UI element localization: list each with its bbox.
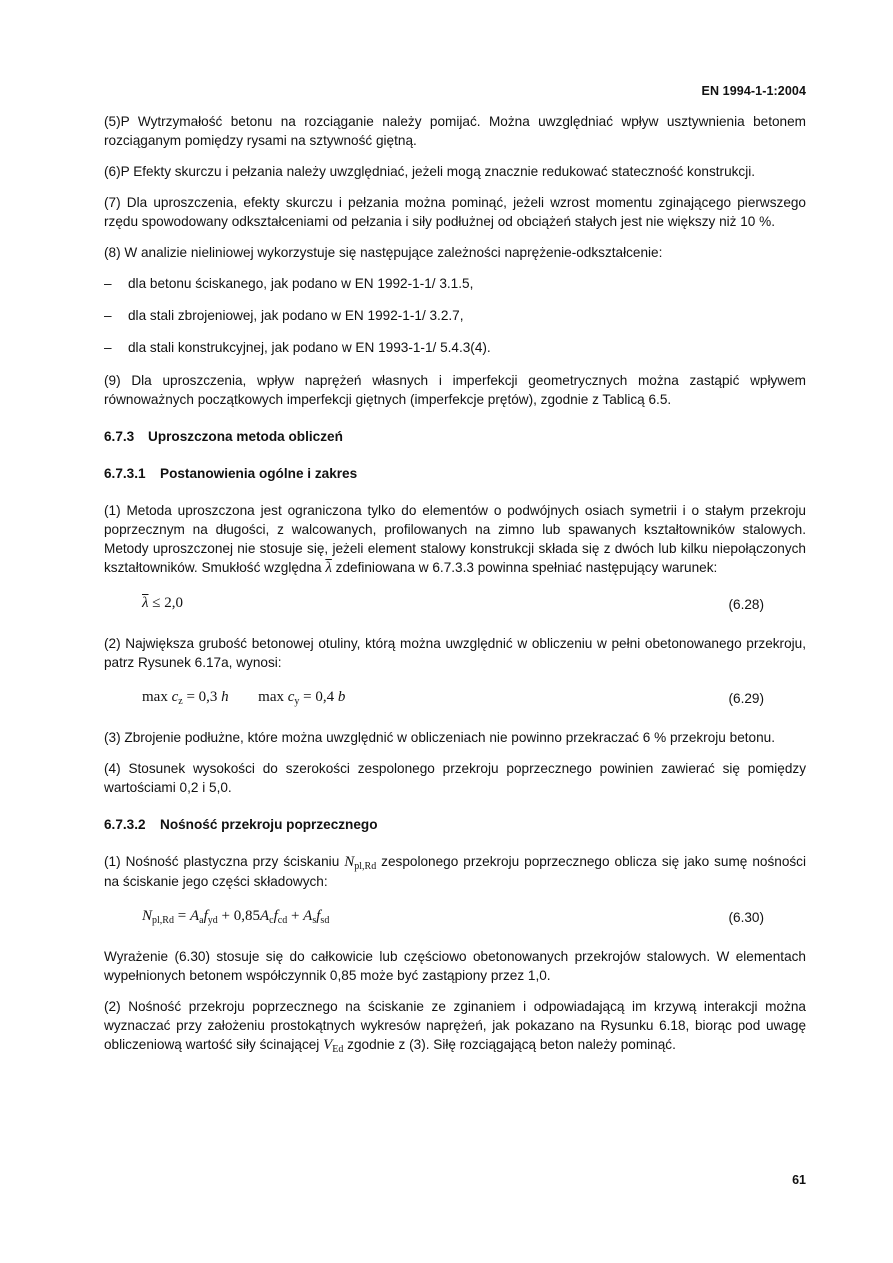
list-item-text: dla stali zbrojeniowej, jak podano w EN 1992-1-1/ 3.2.7,	[128, 308, 464, 323]
formula-text: ≤ 2,0	[148, 595, 183, 611]
subscript: yd	[207, 915, 218, 926]
section-number: 6.7.3.2	[104, 817, 146, 832]
variable: h	[221, 689, 229, 705]
stress-strain-list	[104, 274, 806, 357]
variable: N	[142, 908, 153, 924]
list-item	[104, 274, 806, 293]
subscript: y	[294, 696, 300, 707]
list-dash: –	[104, 308, 112, 323]
equation-6-30	[104, 907, 806, 929]
variable: A	[303, 908, 313, 924]
variable: c	[171, 689, 179, 705]
variable: f	[316, 908, 321, 924]
equation-6-28	[104, 594, 806, 616]
paragraph-9: (9) Dla uproszczenia, wpływ naprężeń własnych i imperfekcji geometrycznych można zastąpić wpływem równoważnych początkowych imperfekcji giętnych (imperfekcje prętów), zgodnie z Tablicą 6.5.	[104, 373, 806, 407]
formula-text: +	[287, 908, 304, 924]
section-heading-6-7-3-2	[104, 815, 806, 834]
list-item	[104, 306, 806, 325]
variable: A	[259, 908, 270, 924]
section-number: 6.7.3.1	[104, 466, 146, 481]
subscript: sd	[320, 915, 330, 926]
list-item	[104, 338, 806, 357]
variable: V	[323, 1037, 333, 1053]
variable: f	[203, 908, 208, 924]
section-number: 6.7.3	[104, 429, 135, 444]
formula-text: = 0,3	[182, 689, 222, 705]
formula	[142, 688, 345, 707]
text-run: zgodnie z (3). Siłę rozciągającą beton należy pominąć.	[343, 1037, 676, 1052]
formula-text: + 0,85	[217, 908, 260, 924]
subscript: cd	[277, 915, 288, 926]
section-title: Uproszczona metoda obliczeń	[148, 429, 343, 444]
subscript: s	[312, 915, 317, 926]
equation-number: (6.30)	[728, 910, 764, 925]
variable: b	[337, 689, 346, 705]
subscript: pl,Rd	[354, 861, 377, 872]
section-heading-6-7-3	[104, 427, 806, 446]
paragraph-7: (7) Dla uproszczenia, efekty skurczu i pełzania można pominąć, jeżeli wzrost momentu zginającego pierwszego rzędu spowodowany odkształceniami od pełzania i siły podłużnej od obciążeń stałych jest nie większy niż 10 %.	[104, 195, 806, 229]
page-number: 61	[792, 1173, 806, 1187]
subscript: z	[178, 696, 183, 707]
document-id: EN 1994-1-1:2004	[701, 84, 806, 98]
paragraph-6731-4: (4) Stosunek wysokości do szerokości zespolonego przekroju poprzecznego powinien zawierać się pomiędzy wartościami 0,2 i 5,0.	[104, 761, 806, 795]
text-run: (1) Metoda uproszczona jest ograniczona tylko do elementów o podwójnych osiach symetrii i o stałym przekroju poprzecznym na długości, z walcowanych, profilowanych na zimno lub spawanych kształtowników stalowych. Metody uproszczonej nie stosuje się, jeżeli element stalowy konstrukcji składa się z dwóch lub kilku niepołączonych kształtowników. Smukłość względna	[104, 503, 806, 575]
list-dash: –	[104, 276, 112, 291]
variable: f	[273, 908, 278, 924]
paragraph-6732-1	[104, 852, 806, 891]
subscript: pl,Rd	[152, 915, 174, 926]
formula-text: =	[173, 908, 190, 924]
equation-number: (6.28)	[728, 597, 764, 612]
lambda-bar-symbol: $\overline{\lambda}$	[142, 595, 149, 611]
paragraph-6731-1	[104, 501, 806, 578]
paragraph-6p: (6)P Efekty skurczu i pełzania należy uwzględniać, jeżeli mogą znacznie redukować stateczność konstrukcji.	[104, 164, 756, 179]
paragraph-6732-expr: Wyrażenie (6.30) stosuje się do całkowicie lub częściowo obetonowanych przekrojów stalowych. W elementach wypełnionych betonem współczynnik 0,85 może być zastąpiony przez 1,0.	[104, 949, 806, 983]
subscript: Ed	[332, 1044, 344, 1055]
list-item-text: dla betonu ściskanego, jak podano w EN 1992-1-1/ 3.1.5,	[128, 276, 474, 291]
text-run: (2) Nośność przekroju poprzecznego na ściskanie ze zginaniem i odpowiadającą im krzywą interakcji można wyznaczać przy założeniu prostokątnych wykresów naprężeń, jak pokazano na Rysunku 6.18, biorąc pod uwagę obliczeniową wartość siły ścinającej	[104, 999, 806, 1052]
variable: A	[189, 908, 200, 924]
subscript: a	[199, 915, 204, 926]
formula-text: = 0,4	[299, 689, 338, 705]
subscript: c	[269, 915, 274, 926]
list-item-text: dla stali konstrukcyjnej, jak podano w EN 1993-1-1/ 5.4.3(4).	[128, 340, 491, 355]
paragraph-6731-2: (2) Największa grubość betonowej otuliny, którą można uwzględnić w obliczeniu w pełni obetonowanego przekroju, patrz Rysunek 6.17a, wynosi:	[104, 636, 806, 670]
formula-text: max	[142, 689, 172, 705]
text-run: (1) Nośność plastyczna przy ściskaniu	[104, 854, 345, 869]
paragraph-6731-3: (3) Zbrojenie podłużne, które można uwzględnić w obliczeniach nie powinno przekraczać 6 % przekroju betonu.	[104, 730, 775, 745]
section-heading-6-7-3-1	[104, 464, 806, 483]
equation-number: (6.29)	[728, 691, 764, 706]
section-title: Postanowienia ogólne i zakres	[160, 466, 358, 481]
paragraph-6732-2	[104, 997, 806, 1055]
formula-text: max	[258, 689, 288, 705]
list-dash: –	[104, 340, 112, 355]
page-content	[104, 112, 806, 1067]
variable: c	[287, 689, 295, 705]
lambda-bar-symbol: $\overline{\lambda}$	[325, 560, 332, 576]
variable: N	[344, 854, 355, 870]
paragraph-8: (8) W analizie nieliniowej wykorzystuje się następujące zależności naprężenie-odkształcenie:	[104, 245, 663, 260]
text-run: zdefiniowana w 6.7.3.3 powinna spełniać następujący warunek:	[331, 560, 718, 575]
equation-6-29	[104, 688, 806, 710]
section-title: Nośność przekroju poprzecznego	[160, 817, 378, 832]
formula	[142, 594, 183, 613]
text-run: zespolonego przekroju poprzecznego oblicza się jako sumę nośności na ściskanie jego części składowych:	[104, 854, 806, 889]
formula	[142, 907, 329, 926]
paragraph-5p: (5)P Wytrzymałość betonu na rozciąganie należy pomijać. Można uwzględniać wpływ usztywnienia betonem rozciąganym pomiędzy rysami na sztywność giętną.	[104, 114, 806, 148]
